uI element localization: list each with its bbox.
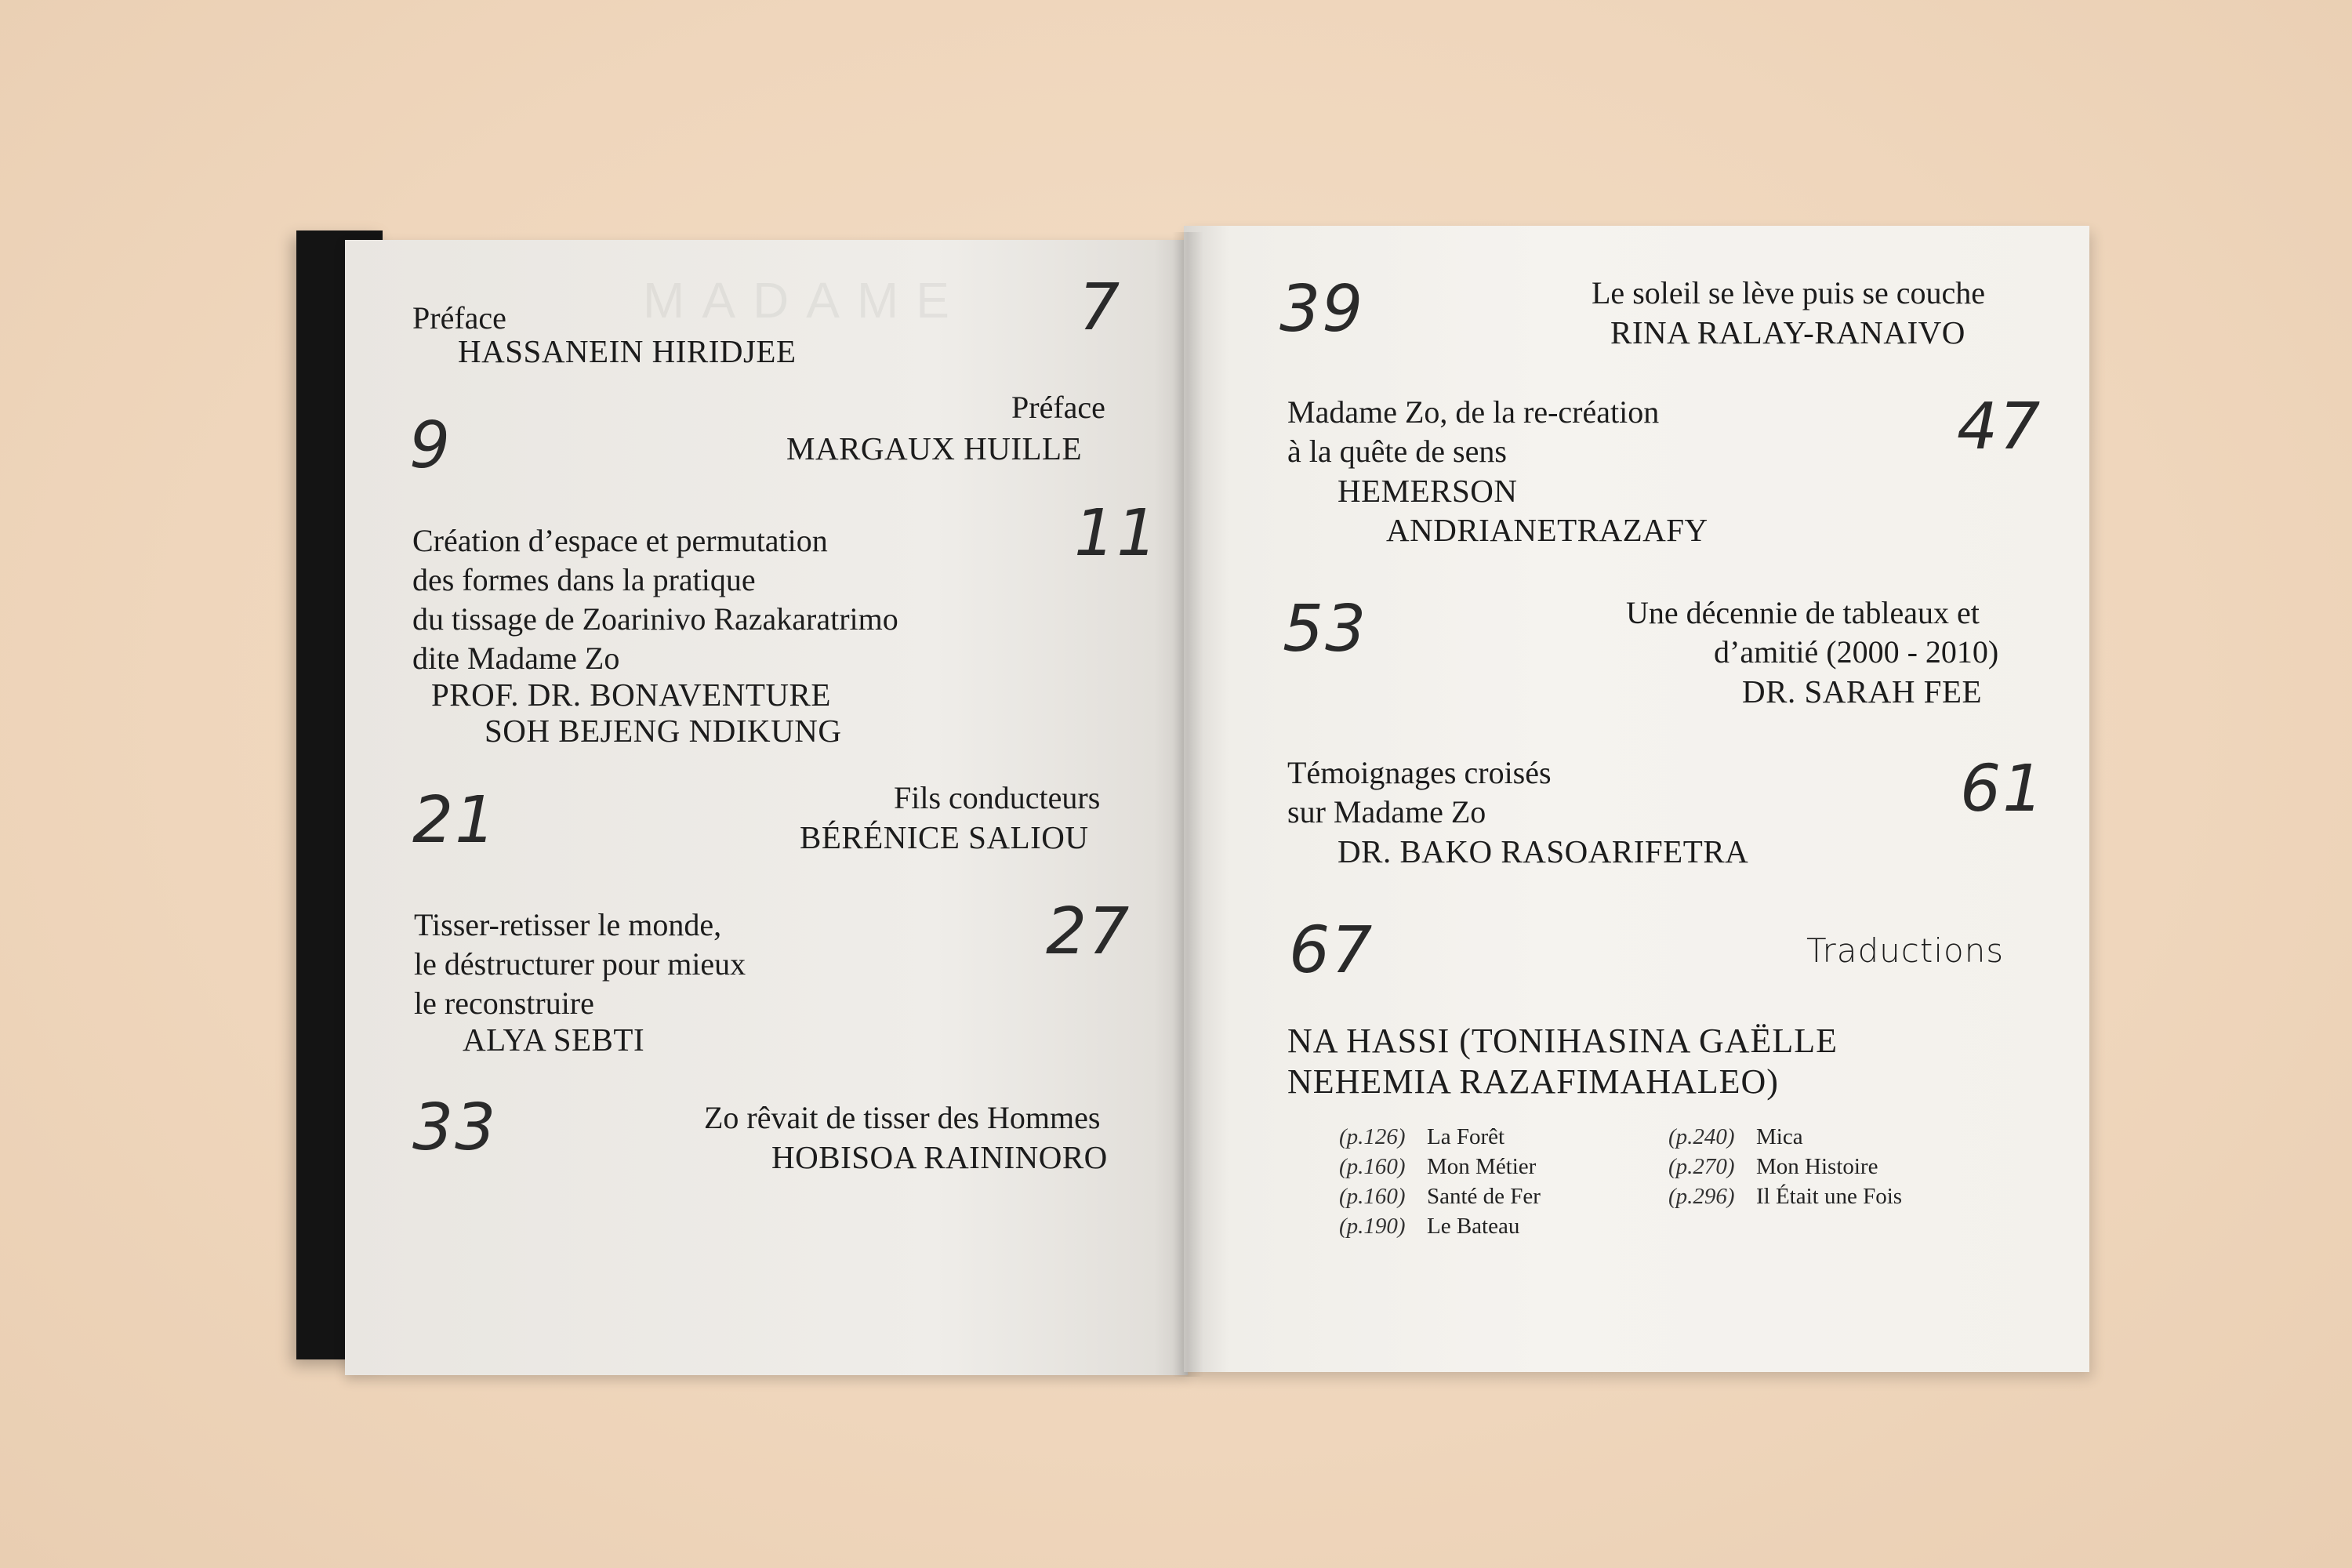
page-number: 39 xyxy=(1279,272,1365,347)
entry-title-line: Une décennie de tableaux et xyxy=(1626,595,1980,630)
translation-page-ref: (p.126) xyxy=(1339,1124,1406,1149)
translation-page-ref: (p.296) xyxy=(1668,1184,1735,1209)
entry-author: MARGAUX HUILLE xyxy=(786,430,1083,466)
translations-heading: Traductions xyxy=(1806,931,2005,970)
entry-author: ALYA SEBTI xyxy=(463,1022,645,1058)
entry-author: DR. BAKO RASOARIFETRA xyxy=(1338,833,1749,869)
page-number: 11 xyxy=(1074,496,1160,571)
entry-title-line: Témoignages croisés xyxy=(1287,755,1552,790)
translation-title: Mon Métier xyxy=(1427,1154,1537,1179)
page-number: 67 xyxy=(1289,913,1374,988)
page-number: 61 xyxy=(1960,752,2045,826)
entry-author: HOBISOA RAININORO xyxy=(771,1139,1108,1175)
page-number: 33 xyxy=(412,1091,498,1165)
entry-author-line: PROF. DR. BONAVENTURE xyxy=(431,677,831,713)
translation-page-ref: (p.240) xyxy=(1668,1124,1735,1149)
entry-author-line: HEMERSON xyxy=(1338,473,1518,509)
translation-title: La Forêt xyxy=(1427,1124,1505,1149)
translator-line: NA HASSI (TONIHASINA GAËLLE xyxy=(1287,1022,1838,1060)
entry-author: HASSANEIN HIRIDJEE xyxy=(458,333,797,369)
translation-title: Mon Histoire xyxy=(1756,1154,1878,1179)
page-number: 9 xyxy=(409,408,452,483)
entry-author-line: ANDRIANETRAZAFY xyxy=(1386,512,1708,548)
entry-title-line: sur Madame Zo xyxy=(1287,794,1486,829)
entry-title-line: des formes dans la pratique xyxy=(412,562,756,597)
entry-title: Préface xyxy=(412,300,506,336)
entry-title-line: Tisser-retisser le monde, xyxy=(414,907,722,942)
entry-author: BÉRÉNICE SALIOU xyxy=(800,819,1089,855)
entry-author: DR. SARAH FEE xyxy=(1742,673,1983,710)
entry-author: RINA RALAY-RANAIVO xyxy=(1610,314,1965,350)
entry-title-line: dite Madame Zo xyxy=(412,641,620,676)
entry-title-line: Création d’espace et permutation xyxy=(412,523,828,558)
page-number: 7 xyxy=(1079,270,1122,345)
book-gutter xyxy=(1172,232,1203,1377)
translator-line: NEHEMIA RAZAFIMAHALEO) xyxy=(1287,1062,1779,1101)
translation-title: Il Était une Fois xyxy=(1756,1184,1903,1209)
entry-title-line: d’amitié (2000 - 2010) xyxy=(1714,634,1999,670)
entry-title: Le soleil se lève puis se couche xyxy=(1592,275,1986,310)
entry-author-line: SOH BEJENG NDIKUNG xyxy=(485,713,842,749)
translation-title: Le Bateau xyxy=(1427,1214,1520,1239)
translation-page-ref: (p.270) xyxy=(1668,1154,1735,1179)
page-number: 27 xyxy=(1046,895,1131,969)
translation-title: Santé de Fer xyxy=(1427,1184,1541,1209)
entry-title: Fils conducteurs xyxy=(894,780,1101,815)
show-through-title: MADAME xyxy=(643,272,967,328)
translation-page-ref: (p.190) xyxy=(1339,1214,1406,1239)
translation-page-ref: (p.160) xyxy=(1339,1154,1406,1179)
entry-title-line: le reconstruire xyxy=(414,985,594,1021)
entry-title: Préface xyxy=(1011,390,1105,425)
entry-title-line: le déstructurer pour mieux xyxy=(414,946,746,982)
page-number: 47 xyxy=(1957,390,2042,464)
entry-title-line: Madame Zo, de la re-création xyxy=(1287,394,1660,430)
entry-title-line: du tissage de Zoarinivo Razakaratrimo xyxy=(412,601,898,637)
translation-page-ref: (p.160) xyxy=(1339,1184,1406,1209)
entry-title: Zo rêvait de tisser des Hommes xyxy=(704,1100,1101,1135)
page-number: 21 xyxy=(412,783,498,858)
translation-title: Mica xyxy=(1756,1124,1803,1149)
entry-title-line: à la quête de sens xyxy=(1287,434,1507,469)
page-number: 53 xyxy=(1283,592,1368,666)
